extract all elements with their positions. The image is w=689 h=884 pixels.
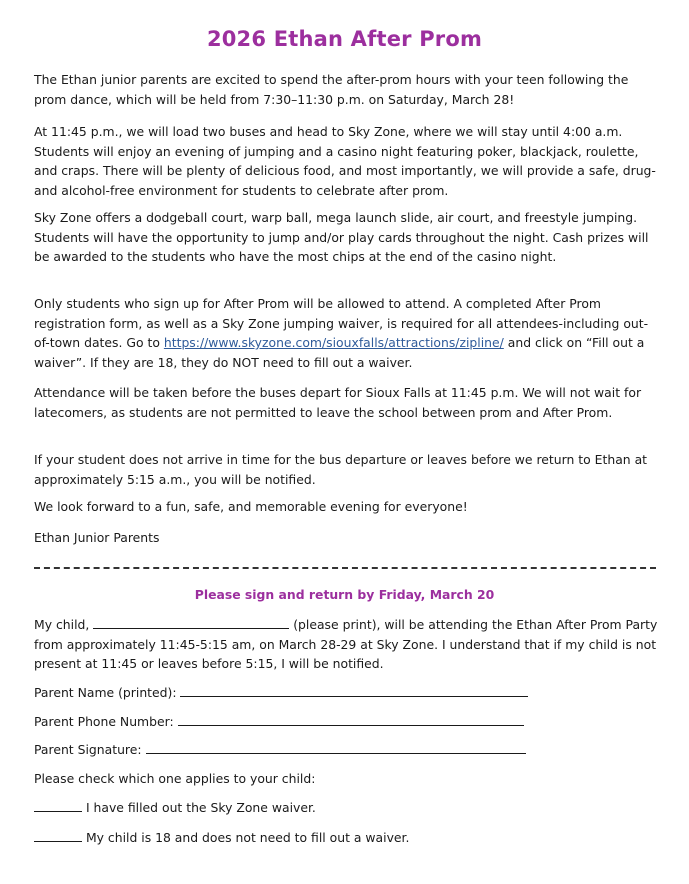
child-prefix: My child, [34,617,94,632]
activities-paragraph: Sky Zone offers a dodgeball court, warp ball, mega launch slide, air court, and freestyle jumping. Students will have the opportunity to jump and/or play cards throughout the night. Cash prizes will be awarded to the students who have the most chips at the end of the casino night. [34,210,649,265]
notify-paragraph: If your student does not arrive in time for the bus departure or leaves before we return to Ethan at approximately 5:15 a.m., you will be notified. [34,452,648,487]
parent-phone-label: Parent Phone Number: [34,714,178,729]
registration-text-after: and click on “Fill out a waiver”. If they are 18, they do NOT need to fill out a waiver. [34,335,645,370]
option-waiver-label: I have filled out the Sky Zone waiver. [82,800,316,815]
option-18-label: My child is 18 and does not need to fill out a waiver. [82,830,410,845]
registration-paragraph [34,294,660,372]
registration-text-before: Only students who sign up for After Prom will be allowed to attend. A completed After Prom registration form, as well as a Sky Zone jumping waiver, is required for all attendees-including out-of-town dates. Go to [34,296,649,351]
intro-paragraph: The Ethan junior parents are excited to spend the after-prom hours with your teen following the prom dance, which will be held from 7:30–11:30 p.m. on Saturday, March 28! [34,72,629,107]
parent-name-field [34,683,528,703]
option-18-blank[interactable] [34,829,82,842]
closing-paragraph: We look forward to a fun, safe, and memorable evening for everyone! [34,499,468,514]
parent-name-label: Parent Name (printed): [34,685,181,700]
option-18 [34,828,409,848]
check-prompt: Please check which one applies to your child: [34,771,316,786]
cut-line-divider [34,567,656,569]
parent-signature-label: Parent Signature: [34,742,146,757]
parent-name-blank[interactable] [180,684,528,697]
option-waiver-blank[interactable] [34,799,82,812]
attendance-paragraph: Attendance will be taken before the buses depart for Sioux Falls at 11:45 p.m. We will not wait for latecomers, as students are not permitted to leave the school between prom and After Prom. [34,385,642,420]
parent-phone-field [34,712,524,732]
child-suffix: (please print), will be attending the Ethan After Prom Party from approximately 11:45-5:15 am, on March 28-29 at Sky Zone. I understand that if my child is not present at 11:45 or leaves before 5:15, I will be notified. [34,617,658,672]
option-waiver [34,798,316,818]
child-name-blank[interactable] [93,616,289,629]
skyzone-waiver-link[interactable]: https://www.skyzone.com/siouxfalls/attractions/zipline/ [163,335,504,351]
parent-phone-blank[interactable] [178,713,524,726]
form-heading: Please sign and return by Friday, March 20 [194,587,495,602]
page-title: 2026 Ethan After Prom [206,27,483,51]
parent-signature-field [34,740,526,760]
parent-signature-blank[interactable] [146,741,526,754]
child-attendance-statement [34,615,660,674]
signature-line: Ethan Junior Parents [34,530,160,545]
schedule-paragraph: At 11:45 p.m., we will load two buses and head to Sky Zone, where we will stay until 4:00 a.m. Students will enjoy an evening of jumping and a casino night featuring poker, blackjack, roulette, and craps. There will be plenty of delicious food, and most importantly, we will provide a safe, drug- and alcohol-free environment for students to celebrate after prom. [34,124,656,198]
